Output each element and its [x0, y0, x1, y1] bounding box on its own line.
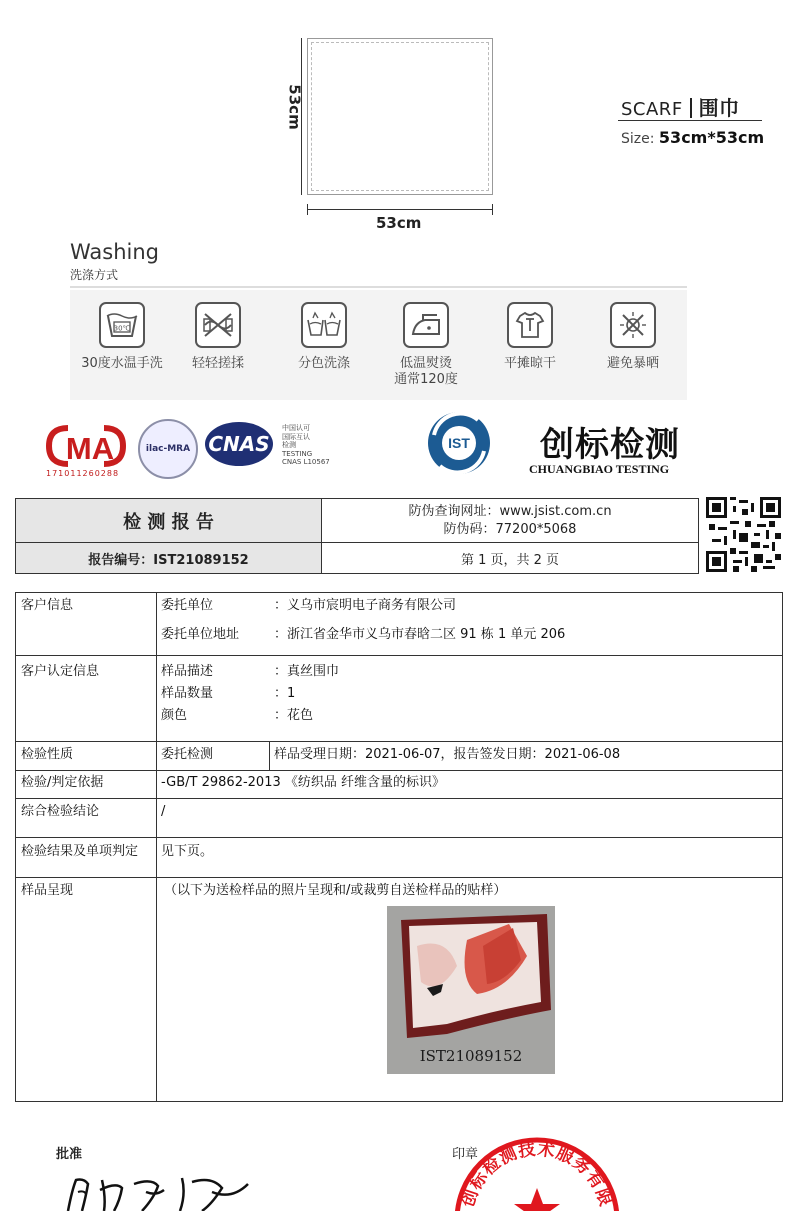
sample-key: 样品数量 [161, 686, 214, 701]
cnas-line: TESTING [282, 449, 313, 458]
cma-logo [46, 424, 126, 468]
report-title: 检 测 报 告 [16, 499, 322, 543]
report-header-table [15, 498, 699, 574]
scarf-outline [307, 38, 493, 195]
conclusion-label: 综合检验结论 [21, 804, 100, 819]
care-label: 轻轻搓揉 [191, 356, 244, 371]
care-label-line2: 通常120度 [394, 372, 458, 387]
low-iron-icon [403, 302, 449, 348]
cnas-text: CNAS [208, 432, 270, 456]
care-item [274, 302, 374, 372]
title-divider [690, 98, 692, 118]
ilac-text: ilac-MRA [145, 444, 191, 454]
ilac-mra-logo [138, 419, 198, 479]
seal-text: 创标检测技术服务有限 [458, 1139, 616, 1210]
product-size [621, 128, 764, 147]
care-label: 分色洗涤 [297, 356, 350, 371]
client-key: 委托单位地址 [161, 627, 240, 642]
width-dimension-line [307, 209, 493, 210]
basis-value: -GB/T 29862-2013 《纺织品 纤维含量的标识》 [161, 775, 446, 790]
sample-photo [387, 906, 555, 1074]
care-item [583, 302, 683, 372]
cnas-line: 中国认可 [282, 424, 310, 432]
height-label: 53cm [285, 84, 304, 130]
care-item [480, 302, 580, 372]
company-name-en: CHUANGBIAO TESTING [529, 462, 670, 476]
do-not-wring-icon [195, 302, 241, 348]
care-label: 30度水温手洗 [81, 356, 163, 371]
client-value: ：义乌市宸明电子商务有限公司 [274, 598, 457, 613]
cma-number: 171011260288 [46, 469, 120, 478]
inspection-nature-label: 检验性质 [21, 747, 74, 762]
row-divider [16, 655, 782, 656]
cnas-line: 检测 [282, 441, 296, 449]
width-label: 53cm [376, 214, 422, 232]
report-number: 报告编号：IST21089152 [16, 543, 322, 573]
size-label: Size: [621, 131, 655, 147]
row-divider [16, 770, 782, 771]
cnas-line: CNAS L10567 [282, 458, 330, 466]
product-title-en: SCARF [621, 99, 683, 120]
hand-wash-30-icon [99, 302, 145, 348]
washing-subtitle: 洗涤方式 [70, 268, 119, 282]
title-underline [618, 120, 762, 121]
row-divider [16, 798, 782, 799]
care-label [376, 356, 476, 388]
care-item [376, 302, 476, 388]
washing-divider [70, 286, 687, 288]
approve-label: 批准 [56, 1147, 83, 1162]
product-title [621, 92, 740, 121]
sample-presentation-note: （以下为送检样品的照片呈现和/或裁剪自送检样品的贴样） [164, 883, 507, 898]
verify-website: 防伪查询网址：www.jsist.com.cn [408, 503, 612, 519]
sample-value: ：花色 [274, 708, 314, 723]
sample-value: ：1 [274, 686, 296, 701]
sample-presentation-label: 样品呈现 [21, 883, 74, 898]
product-title-cn: 围巾 [698, 96, 740, 120]
care-label: 平摊晾干 [503, 356, 556, 371]
conclusion-value: / [161, 804, 166, 819]
cma-text: MA [65, 431, 115, 466]
care-label: 避免暴晒 [606, 356, 659, 371]
client-key: 委托单位 [161, 598, 214, 613]
care-label-line1: 低温熨烫 [399, 356, 452, 371]
signature [62, 1170, 262, 1211]
row-divider [16, 741, 782, 742]
basis-label: 检验/判定依据 [21, 775, 104, 790]
sample-key: 样品描述 [161, 664, 214, 679]
client-confirm-label: 客户认定信息 [21, 664, 100, 679]
company-name-cn: 创标检测 [540, 425, 680, 465]
care-item [168, 302, 268, 372]
dry-flat-icon [507, 302, 553, 348]
ist-text: IST [448, 435, 470, 451]
washing-title: Washing [70, 240, 160, 264]
svg-text:30℃: 30℃ [113, 324, 131, 333]
wash-separately-icon [301, 302, 347, 348]
ist-logo [426, 410, 492, 476]
cnas-line: 国际互认 [282, 432, 310, 441]
avoid-sun-icon [610, 302, 656, 348]
row-divider [16, 877, 782, 878]
company-seal [452, 1130, 622, 1211]
row-divider [16, 837, 782, 838]
cnas-accreditation-text [282, 424, 330, 467]
photo-caption: IST21089152 [419, 1047, 523, 1065]
inspection-nature-value: 委托检测 [161, 747, 214, 762]
report-dates: 样品受理日期：2021-06-07，报告签发日期：2021-06-08 [274, 747, 621, 762]
sample-value: ：真丝围巾 [274, 664, 340, 679]
column-divider [156, 593, 157, 1101]
qr-code[interactable] [706, 497, 781, 572]
cnas-logo [205, 422, 273, 466]
size-value: 53cm*53cm [658, 128, 765, 147]
result-value: 见下页。 [161, 844, 214, 859]
client-value: ：浙江省金华市义乌市春晗二区 91 栋 1 单元 206 [274, 627, 566, 642]
column-divider [269, 741, 270, 770]
seal-label: 印章 [452, 1147, 479, 1162]
sample-key: 颜色 [161, 708, 188, 723]
care-icons-panel [70, 290, 687, 400]
care-item [72, 302, 172, 372]
client-info-label: 客户信息 [21, 598, 74, 613]
result-label: 检验结果及单项判定 [21, 844, 139, 859]
anti-fake-code: 防伪码：77200*5068 [443, 521, 577, 537]
anti-fake-info [322, 499, 698, 543]
page-info: 第 1 页，共 2 页 [460, 552, 560, 568]
